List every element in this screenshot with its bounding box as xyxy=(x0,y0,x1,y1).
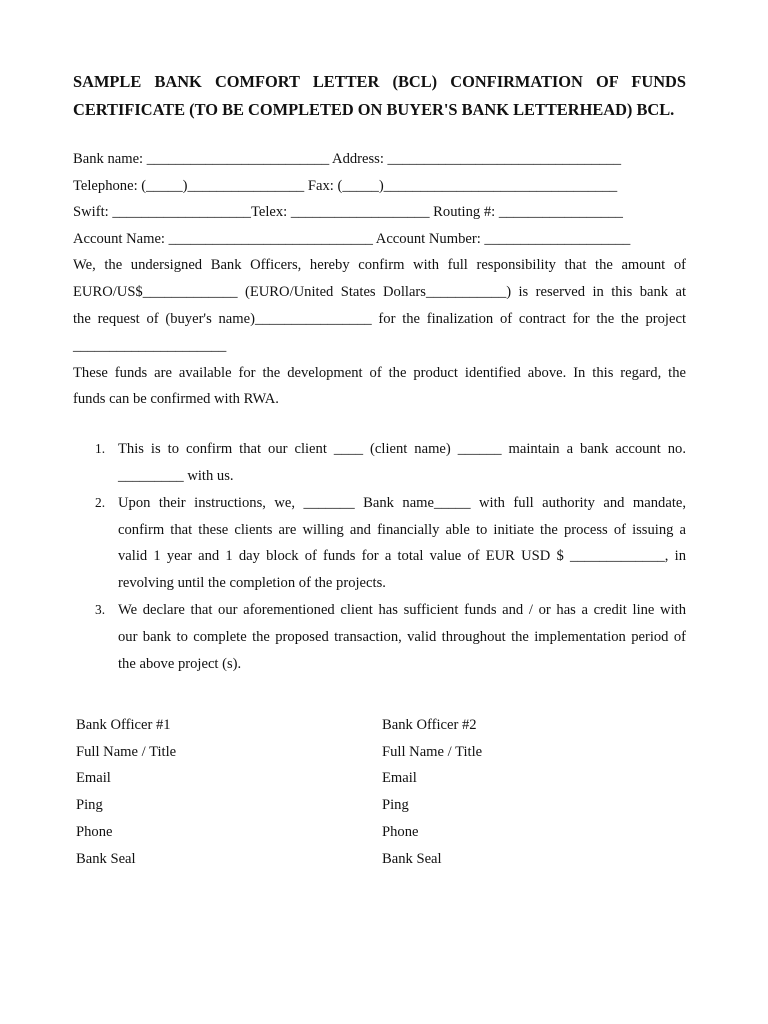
list-item-line: our bank to complete the proposed transaction, valid throughout the implementation period of xyxy=(118,628,686,645)
officer-field-phone: Phone xyxy=(76,823,113,840)
availability-line: funds can be confirmed with RWA. xyxy=(73,391,279,408)
officer-field-email: Email xyxy=(382,770,417,787)
field-row-account: Account Name: ____________________________ Account Number: ____________________ xyxy=(73,230,631,247)
list-item-number: 3. xyxy=(95,601,106,617)
numbered-list xyxy=(73,436,686,677)
bank-details-fields xyxy=(73,146,686,252)
list-item-line: confirm that these clients are willing and financially able to initiate the process of issuing a xyxy=(118,521,686,538)
list-item-line: revolving until the completion of the projects. xyxy=(118,575,386,592)
availability-paragraph xyxy=(73,360,686,414)
document-title xyxy=(73,68,686,124)
officer-field-ping: Ping xyxy=(76,797,103,814)
officer-field-ping: Ping xyxy=(382,797,409,814)
document-page xyxy=(73,68,686,677)
list-item-number: 2. xyxy=(95,494,106,510)
intro-line: _____________________ xyxy=(73,337,227,354)
bank-officer-2-block xyxy=(382,712,482,872)
list-item-line: We declare that our aforementioned client has sufficient funds and / or has a credit line with xyxy=(118,601,686,618)
officer-field-full-name-title: Full Name / Title xyxy=(382,743,483,760)
officer-field-email: Email xyxy=(76,770,111,787)
list-item-line: Upon their instructions, we, _______ Bank name_____ with full authority and mandate, xyxy=(118,494,686,511)
officer-field-phone: Phone xyxy=(382,823,419,840)
officer-heading: Bank Officer #1 xyxy=(76,717,171,733)
officer-heading: Bank Officer #2 xyxy=(382,717,477,733)
list-item xyxy=(73,490,686,597)
list-item-line: the above project (s). xyxy=(118,655,242,672)
officer-field-bank-seal: Bank Seal xyxy=(382,850,442,867)
list-item-line: _________ with us. xyxy=(118,467,234,484)
intro-line: We, the undersigned Bank Officers, hereby confirm with full responsibility that the amount of xyxy=(73,257,686,274)
title-line-1: SAMPLE BANK COMFORT LETTER (BCL) CONFIRMATION OF FUNDS xyxy=(73,72,686,91)
list-item xyxy=(73,436,686,490)
intro-line: the request of (buyer's name)________________ for the finalization of contract for the the project xyxy=(73,310,686,327)
intro-line: EURO/US$_____________ (EURO/United States Dollars___________) is reserved in this bank at xyxy=(73,284,686,301)
field-row-telephone-fax: Telephone: (_____)________________ Fax: (_____)________________________________ xyxy=(73,177,618,194)
field-row-bank-name-address: Bank name: _________________________ Address: ________________________________ xyxy=(73,151,622,167)
list-item-number: 1. xyxy=(95,441,106,457)
officer-field-full-name-title: Full Name / Title xyxy=(76,743,177,760)
list-item xyxy=(73,597,686,677)
intro-paragraph xyxy=(73,252,686,359)
bank-officer-1-block xyxy=(76,712,176,872)
availability-line: These funds are available for the development of the product identified above. In this regard, the xyxy=(73,364,686,381)
title-line-2: CERTIFICATE (TO BE COMPLETED ON BUYER'S BANK LETTERHEAD) BCL. xyxy=(73,100,675,119)
field-row-swift-telex-routing: Swift: ___________________Telex: ___________________ Routing #: _________________ xyxy=(73,204,623,221)
list-item-line: This is to confirm that our client ____ (client name) ______ maintain a bank account no. xyxy=(118,441,686,458)
officer-field-bank-seal: Bank Seal xyxy=(76,850,136,867)
list-item-line: valid 1 year and 1 day block of funds for a total value of EUR USD $ _____________, in xyxy=(118,548,686,565)
